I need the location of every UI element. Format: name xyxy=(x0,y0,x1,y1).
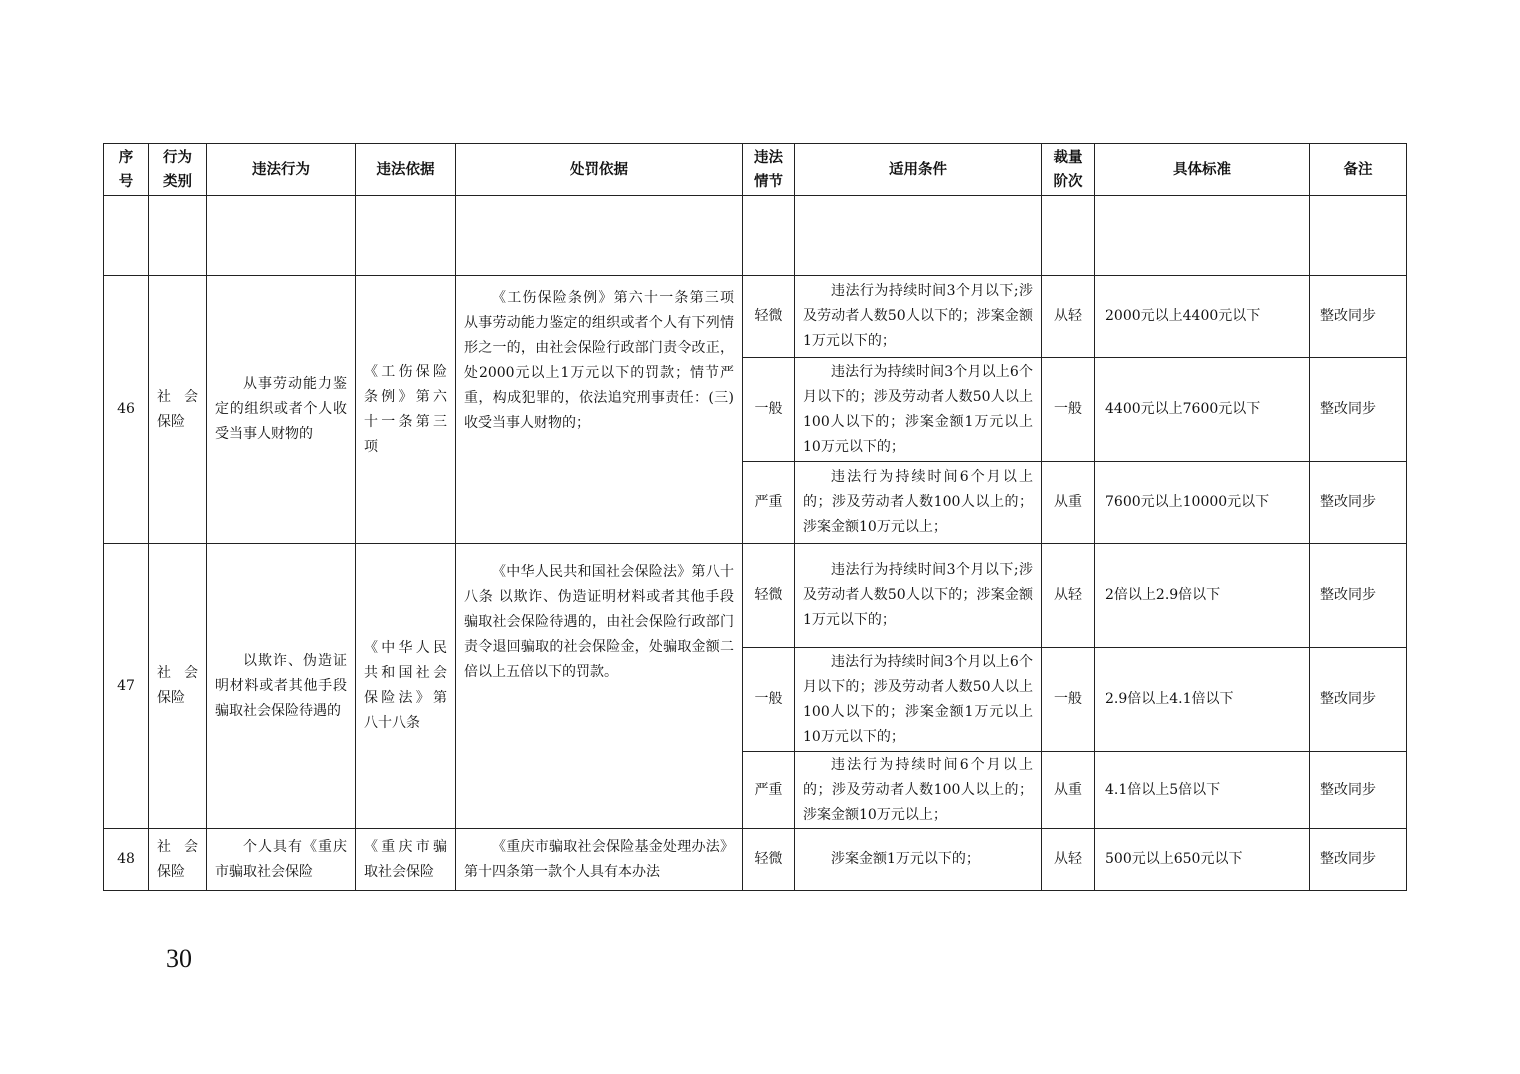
standard-cell: 7600元以上10000元以下 xyxy=(1095,462,1310,544)
table-row xyxy=(104,829,1407,891)
level-cell: 从轻 xyxy=(1042,544,1095,648)
condition-cell: 违法行为持续时间3个月以上6个月以下的；涉及劳动者人数50人以上100人以下的；涉案金额1万元以上10万元以下的； xyxy=(795,358,1042,462)
condition-cell: 涉案金额1万元以下的； xyxy=(795,829,1042,891)
level-cell: 从轻 xyxy=(1042,276,1095,358)
header-level: 裁量 阶次 xyxy=(1042,144,1095,196)
condition-cell: 违法行为持续时间6个月以上的；涉及劳动者人数100人以上的；涉案金额10万元以上； xyxy=(795,462,1042,544)
record-basis: 《工伤保险条例》第六十一条第三项 xyxy=(356,276,456,544)
table-row xyxy=(104,544,1407,648)
record-penalty: 《工伤保险条例》第六十一条第三项 从事劳动能力鉴定的组织或者个人有下列情形之一的，由社会保险行政部门责令改正，处2000元以上1万元以下的罚款；情节严重，构成犯罪的，依法追究刑事责任：(三)收受当事人财物的； xyxy=(456,276,743,544)
condition-cell: 违法行为持续时间3个月以上6个月以下的；涉及劳动者人数50人以上100人以下的；涉案金额1万元以上10万元以下的； xyxy=(795,648,1042,752)
standard-cell: 4.1倍以上5倍以下 xyxy=(1095,752,1310,829)
standard-cell: 4400元以上7600元以下 xyxy=(1095,358,1310,462)
record-basis: 《中华人民共和国社会保险法》第八十八条 xyxy=(356,544,456,829)
standard-cell: 2倍以上2.9倍以下 xyxy=(1095,544,1310,648)
page-number: 30 xyxy=(166,944,192,973)
header-remark: 备注 xyxy=(1310,144,1407,196)
record-no: 46 xyxy=(104,276,149,544)
record-category: 社会保险 xyxy=(149,829,207,891)
remark-cell: 整改同步 xyxy=(1310,358,1407,462)
record-category: 社会保险 xyxy=(149,276,207,544)
record-behavior: 以欺诈、伪造证明材料或者其他手段骗取社会保险待遇的 xyxy=(207,544,356,829)
header-standard: 具体标准 xyxy=(1095,144,1310,196)
level-cell: 从重 xyxy=(1042,752,1095,829)
condition-cell: 违法行为持续时间3个月以下;涉及劳动者人数50人以下的；涉案金额1万元以下的； xyxy=(795,544,1042,648)
severity-cell: 一般 xyxy=(743,648,795,752)
table-row xyxy=(104,276,1407,358)
record-category: 社会保险 xyxy=(149,544,207,829)
level-cell: 一般 xyxy=(1042,358,1095,462)
header-category: 行为 类别 xyxy=(149,144,207,196)
remark-cell: 整改同步 xyxy=(1310,462,1407,544)
remark-cell: 整改同步 xyxy=(1310,752,1407,829)
remark-cell: 整改同步 xyxy=(1310,648,1407,752)
condition-cell: 违法行为持续时间6个月以上的；涉及劳动者人数100人以上的；涉案金额10万元以上； xyxy=(795,752,1042,829)
record-penalty: 《中华人民共和国社会保险法》第八十八条 以欺诈、伪造证明材料或者其他手段骗取社会保险待遇的，由社会保险行政部门责令退回骗取的社会保险金，处骗取金额二倍以上五倍以下的罚款。 xyxy=(456,544,743,829)
level-cell: 从重 xyxy=(1042,462,1095,544)
table-header-row xyxy=(104,144,1407,196)
remark-cell: 整改同步 xyxy=(1310,276,1407,358)
record-behavior: 个人具有《重庆市骗取社会保险 xyxy=(207,829,356,891)
condition-cell: 违法行为持续时间3个月以下;涉及劳动者人数50人以下的；涉案金额1万元以下的； xyxy=(795,276,1042,358)
record-behavior: 从事劳动能力鉴定的组织或者个人收受当事人财物的 xyxy=(207,276,356,544)
remark-cell: 整改同步 xyxy=(1310,829,1407,891)
level-cell: 从轻 xyxy=(1042,829,1095,891)
remark-cell: 整改同步 xyxy=(1310,544,1407,648)
severity-cell: 严重 xyxy=(743,462,795,544)
header-behavior: 违法行为 xyxy=(207,144,356,196)
severity-cell: 轻微 xyxy=(743,829,795,891)
header-severity: 违法 情节 xyxy=(743,144,795,196)
record-no: 47 xyxy=(104,544,149,829)
record-no: 48 xyxy=(104,829,149,891)
penalty-standard-table xyxy=(103,143,1407,891)
header-penalty: 处罚依据 xyxy=(456,144,743,196)
standard-cell: 500元以上650元以下 xyxy=(1095,829,1310,891)
header-basis: 违法依据 xyxy=(356,144,456,196)
level-cell: 一般 xyxy=(1042,648,1095,752)
severity-cell: 一般 xyxy=(743,358,795,462)
standard-cell: 2000元以上4400元以下 xyxy=(1095,276,1310,358)
standard-cell: 2.9倍以上4.1倍以下 xyxy=(1095,648,1310,752)
record-penalty: 《重庆市骗取社会保险基金处理办法》第十四条第一款个人具有本办法 xyxy=(456,829,743,891)
severity-cell: 轻微 xyxy=(743,276,795,358)
severity-cell: 严重 xyxy=(743,752,795,829)
header-seq: 序 号 xyxy=(104,144,149,196)
header-condition: 适用条件 xyxy=(795,144,1042,196)
severity-cell: 轻微 xyxy=(743,544,795,648)
blank-row xyxy=(104,196,1407,276)
record-basis: 《重庆市骗取社会保险 xyxy=(356,829,456,891)
